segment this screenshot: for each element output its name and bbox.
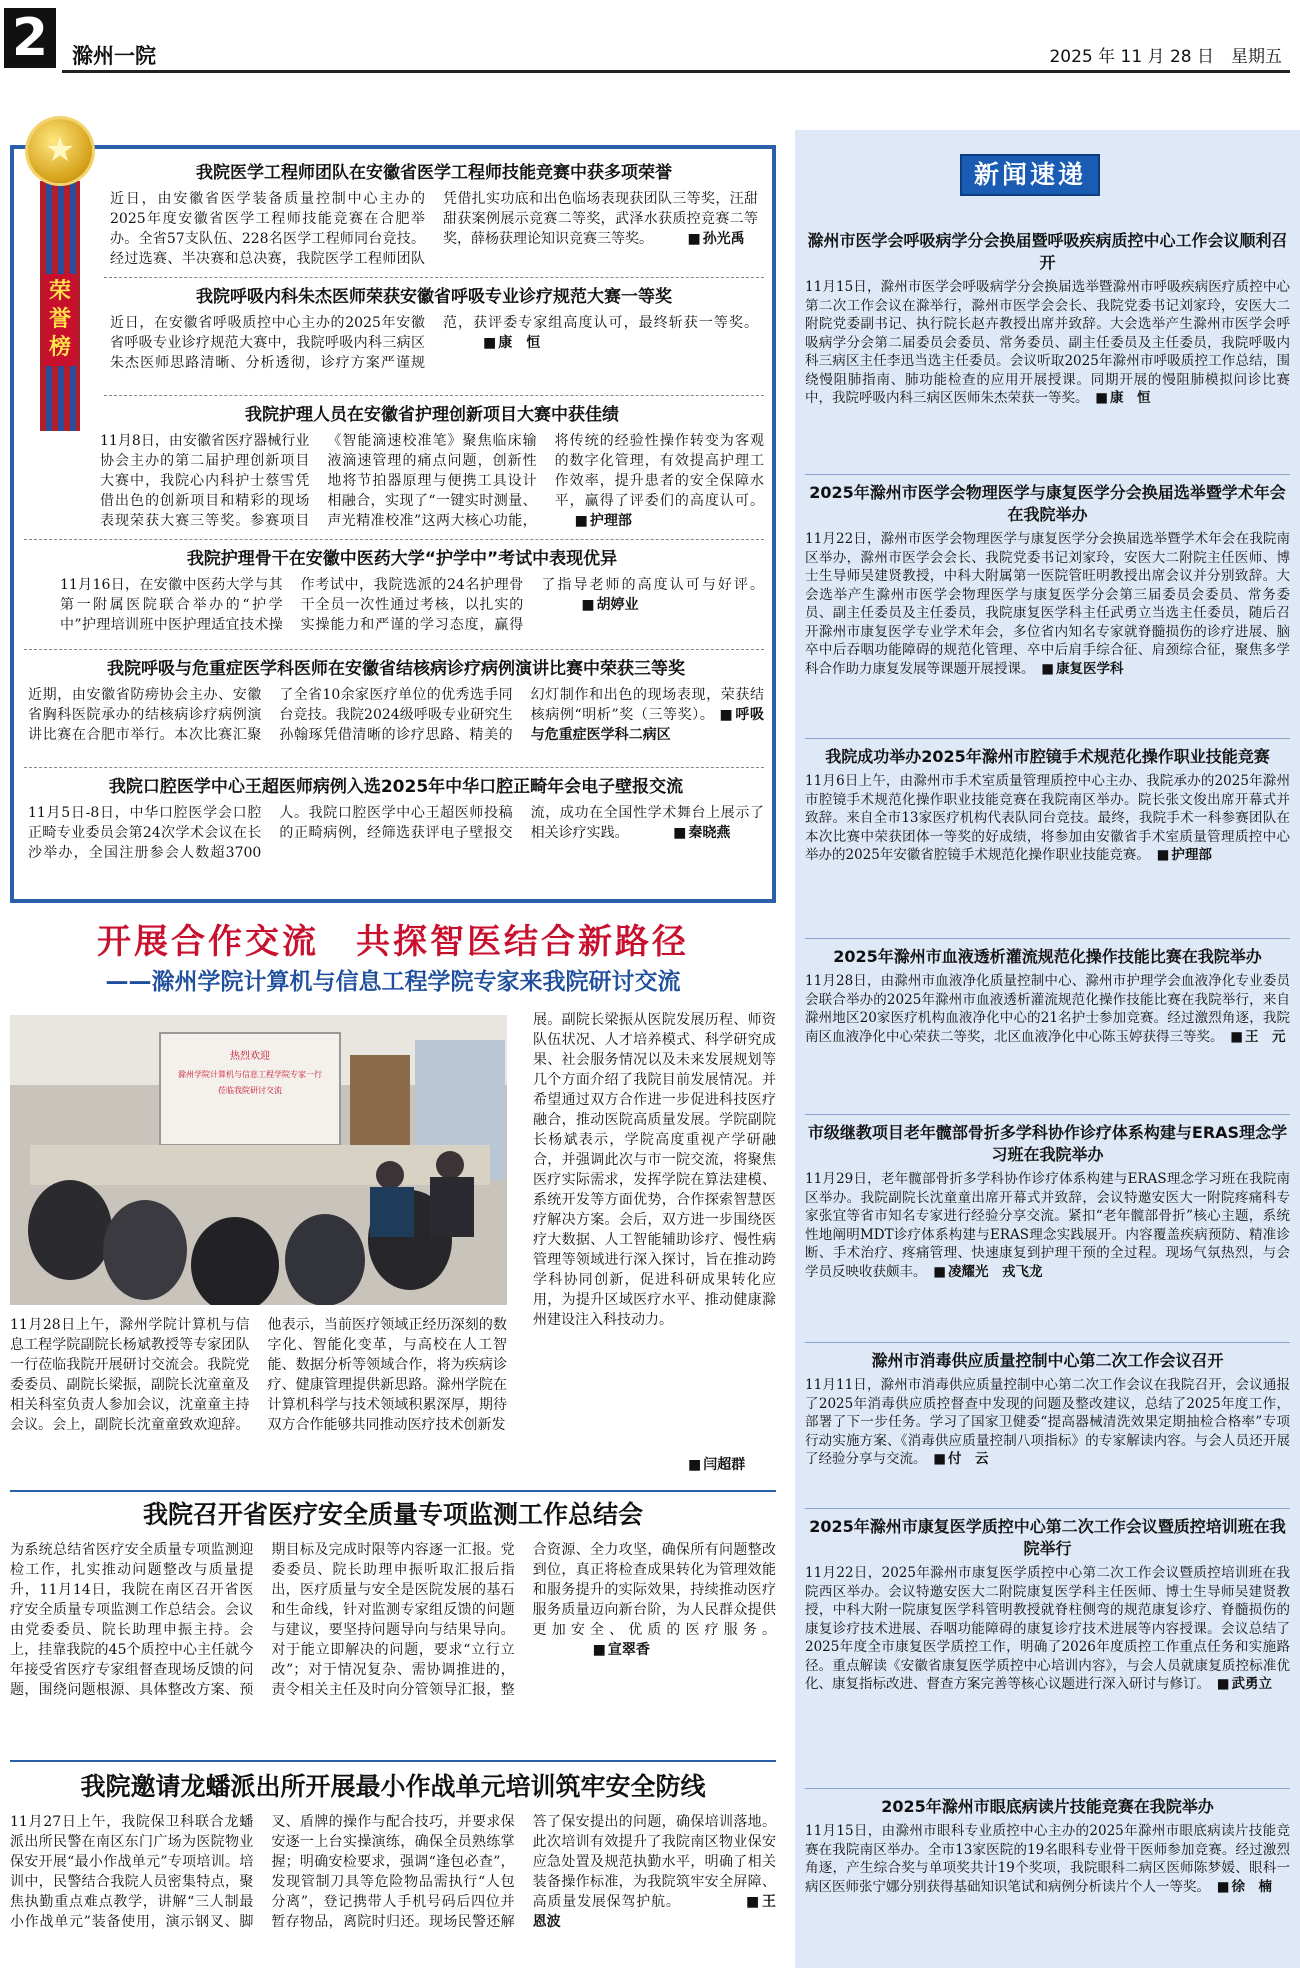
news-item-text — [805, 530, 1290, 678]
honor-divider — [104, 277, 764, 278]
news-divider — [805, 1114, 1290, 1115]
article-body: 11月27日上午，我院保卫科联合龙蟠派出所民警在南区东门广场为医院物业保安开展“最小作战单元”专项培训。培训中，民警结合我院人员密集特点，聚焦执勤重点难点教学，讲解“三人制最小作战单元”装备使用，演示钢叉、脚叉、盾牌的操作与配合技巧，并要求保安逐一上台实操演练，确保全员熟练掌握；明确安检要求，强调“逢包必查”，发现管制刀具等危险物品需执行“人包分离”，登记携带人手机号码后四位并暂存物品，离院时归还。现场民警还解答了保安提出的问题，确保培训落地。此次培训有效提升了我院南区物业保安应急处置及规范执勤水平，明确了相关装备操作标准，为我院筑牢安全屏障、高质量发展保驾护航。 — [10, 1814, 776, 1930]
honor-item-title: 我院呼吸内科朱杰医师荣获安徽省呼吸专业诊疗规范大赛一等奖 — [196, 287, 672, 307]
article-body: 为系统总结省医疗安全质量专项监测迎检工作，扎实推动问题整改与质量提升，11月14日，我院在南区召开省医疗安全质量专项监测工作总结会。会议由党委委员、院长助理申振主持。会上，挂靠我院的45个质控中心主任就今年接受省医疗专家组督查现场反馈的问题，围绕问题根源、具体整改方案、预期目标及完成时限等内容逐一汇报。党委委员、院长助理申振听取汇报后指出，医疗质量与安全是医院发展的基石和生命线，针对监测专家组反馈的问题与建议，要坚持问题导向与结果导向。对于能立即解决的问题，要求“立行立改”；对于情况复杂、需协调推进的，责令相关主任及时向分管领导汇报，整合资源、全力攻坚，确保所有问题整改到位，真正将检查成果转化为管理效能和服务提升的实际效果，持续推动医疗服务质量迈向新台阶，为人民群众提供更加安全、优质的医疗服务。 — [10, 1542, 776, 1698]
news-item — [795, 1350, 1300, 1469]
honor-ribbon — [28, 119, 92, 449]
honor-item-title: 我院护理骨干在安徽中医药大学“护学中”考试中表现优异 — [186, 549, 618, 569]
page-number: 2 — [4, 8, 56, 68]
issue-date — [1049, 42, 1282, 67]
honor-item-body: 近日，在安徽省呼吸质控中心主办的2025年安徽省呼吸专业诊疗规范大赛中，我院呼吸内科三病区朱杰医师思路清晰、分析透彻，诊疗方案严谨规范，获评委专家组高度认可，最终斩获一等奖。 — [110, 315, 758, 371]
honor-item-text — [104, 189, 764, 269]
news-item-title: 市级继教项目老年髋部骨折多学科协作诊疗体系构建与ERAS理念学习班在我院举办 — [807, 1123, 1288, 1164]
article-security-training — [10, 1770, 776, 1932]
feature-side-text: 展。副院长梁振从医院发展历程、师资队伍状况、人才培养模式、科学研究成果、社会服务情况以及未来发展规划等几个方面介绍了我院目前发展情况。并希望通过双方合作进一步促进科技医疗融合，推动医院高质量发展。学院副院长杨斌表示，学院高度重视产学研融合，并强调此次与市一院交流，将聚焦医疗实际需求，发挥学院在算法建模、系统开发等方面优势，合作探索智慧医疗解决方案。会后，双方进一步围绕医疗大数据、人工智能辅助诊疗、慢性病管理等领域进行深入探讨，旨在推动跨学科协同创新，促进科研成果转化应用，为提升区域医疗水平、推动健康滁州建设注入科技动力。 — [533, 1012, 776, 1328]
news-item — [795, 482, 1300, 678]
news-item-title: 2025年滁州市眼底病读片技能竞赛在我院举办 — [881, 1797, 1214, 1816]
feature-article — [10, 920, 776, 1433]
news-item-signature: ■ 康 恒 — [1095, 390, 1150, 406]
news-item-text — [805, 1170, 1290, 1281]
news-header — [795, 130, 1300, 190]
news-item-body: 11月15日，滁州市医学会呼吸病学分会换届选举暨滁州市呼吸疾病医疗质控中心第二次工作会议在滁举行，滁州市医学会会长、我院党委书记刘家玲，安医大二附院党委副书记、执行院长赵卉教授出席并致辞。大会选举产生滁州市医学会呼吸病学分会第二届委员会委员、常务委员、副主任委员及主任委员，我院呼吸内科三病区主任李迅当选主任委员。会议听取2025年滁州市呼吸质控工作总结，围绕慢阻肺指南、肺功能检查的应用开展授课。同期开展的慢阻肺模拟问诊比赛中，我院呼吸内科三病区医师朱杰荣获一等奖。 — [805, 279, 1290, 406]
honor-item — [104, 161, 764, 269]
honor-item-signature: ■ 胡婷业 — [581, 597, 638, 613]
issue-weekday: 星期五 — [1231, 47, 1282, 67]
honor-divider — [24, 767, 764, 768]
honor-board — [10, 130, 776, 903]
news-item-body: 11月6日上午，由滁州市手术室质量管理质控中心主办、我院承办的2025年滁州市腔镜手术规范化操作职业技能竞赛在我院南区举办。院长张文俊出席开幕式并致辞。来自全市13家医疗机构代表队同台竞技。最终，我院手术一科参赛团队在本次比赛中荣获团体一等奖的好成绩，将参加由安徽省手术室质量管理质控中心举办的2025年安徽省腔镜手术规范化操作职业技能竞赛。 — [805, 773, 1290, 863]
star-icon: ★ — [44, 130, 76, 170]
paper-name: 滁州一院 — [72, 44, 156, 68]
news-item-signature: ■ 护理部 — [1157, 847, 1212, 863]
feature-bottom-text: 11月28日上午，滁州学院计算机与信息工程学院副院长杨斌教授等专家团队一行莅临我院开展研讨交流会。我院党委委员、副院长梁振，副院长沈童童及相关科室负责人参加会议，沈童童主持会议。会上，副院长沈童童致欢迎辞。他表示，当前医疗领域正经历深刻的数字化、智能化变革，与高校在人工智能、数据分析等领域合作，将为疾病诊疗、健康管理提供新思路。滁州学院在计算机科学与技术领域积累深厚，期待双方合作能够共同推动医疗技术创新发 — [10, 1317, 507, 1433]
news-item-text — [805, 278, 1290, 408]
feature-subtitle: ——滁州学院计算机与信息工程学院专家来我院研讨交流 — [105, 969, 681, 995]
honor-item-text — [40, 431, 764, 531]
news-item-title: 滁州市医学会呼吸病学分会换届暨呼吸疾病质控中心工作会议顺利召开 — [807, 231, 1288, 272]
news-item-signature: ■ 王 元 — [1230, 1029, 1285, 1045]
news-item-body: 11月22日，滁州市医学会物理医学与康复医学分会换届选举暨学术年会在我院南区举办，滁州市医学会会长、我院党委书记刘家玲，安医大二附院主任医师、博士生导师吴建贤教授，中科大附属第一医院管旺明教授出席会议并分别致辞。大会选举产生滁州市医学会物理医学与康复医学分会第三届委员会委员、常务委员、副主任委员及主任委员，我院康复医学科主任武勇立当选主任委员，随后召开滁州市康复医学专业学术年会，多位省内知名专家就脊髓损伤的诊疗进展、脑卒中后吞咽功能障碍的规范化管理、卒中后肩手综合征、肩颈综合征，聚焦多学科合作助力康复发展等课题开展授课。 — [805, 531, 1290, 677]
news-item-text — [805, 1564, 1290, 1694]
feature-title: 开展合作交流 共探智医结合新路径 — [97, 922, 689, 962]
news-column — [795, 130, 1300, 1968]
meeting-photo-illustration — [10, 1015, 507, 1305]
news-divider — [805, 1788, 1290, 1789]
news-item — [795, 230, 1300, 408]
honor-divider — [24, 649, 764, 650]
news-item-body: 11月29日，老年髋部骨折多学科协作诊疗体系构建与ERAS理念学习班在我院南区举办。我院副院长沈童童出席开幕式并致辞，会议特邀安医大一附院疼痛科专家张宜等省市知名专家进行经验分享交流。紧扣“老年髋部骨折”核心主题，系统性地阐明MDT诊疗体系构建与ERAS理念实践展开。内容覆盖疾病预防、精准诊断、手术治疗、疼痛管理、快速康复到护理干预的全过程。现场气氛热烈，与会学员反映收获颇丰。 — [805, 1171, 1290, 1280]
news-item — [795, 1122, 1300, 1281]
news-item-signature: ■ 付 云 — [933, 1451, 988, 1467]
news-item-body: 11月15日，由滁州市眼科专业质控中心主办的2025年滁州市眼底病读片技能竞赛在我院南区举办。全市13家医院的19名眼科专业骨干医师参加竞赛。经过激烈角逐，产生综合奖与单项奖共计19个奖项，我院眼科二病区医师陈梦媛、眼科一病区医师张宁娜分别获得基础知识笔试和病例分析读片个人一等奖。 — [805, 1823, 1290, 1895]
honor-item — [28, 657, 764, 745]
article-signature: ■ 宣翠香 — [593, 1642, 650, 1658]
honor-item-signature: ■ 孙光禹 — [687, 231, 744, 247]
article-title: 我院召开省医疗安全质量专项监测工作总结会 — [142, 1500, 643, 1529]
honor-item-title: 我院口腔医学中心王超医师病例入选2025年中华口腔正畸年会电子壁报交流 — [108, 777, 684, 797]
news-item — [795, 1516, 1300, 1694]
news-item-title: 2025年滁州市康复医学质控中心第二次工作会议暨质控培训班在我院举行 — [809, 1517, 1286, 1558]
news-item-title: 我院成功举办2025年滁州市腔镜手术规范化操作职业技能竞赛 — [825, 747, 1270, 766]
news-divider — [805, 474, 1290, 475]
news-item-signature: ■ 武勇立 — [1217, 1676, 1272, 1692]
honor-divider — [104, 395, 764, 396]
news-item-text — [805, 972, 1290, 1046]
honor-item — [28, 775, 764, 863]
honor-item-text — [28, 803, 764, 863]
article-signature: ■ 王恩波 — [533, 1894, 776, 1930]
news-item-signature: ■ 康复医学科 — [1041, 661, 1123, 677]
news-item-title: 2025年滁州市血液透析灌流规范化操作技能比赛在我院举办 — [833, 947, 1262, 966]
masthead — [0, 0, 1300, 82]
news-item-text — [805, 1822, 1290, 1896]
news-item-text — [805, 772, 1290, 865]
honor-item — [40, 403, 764, 531]
honor-item-signature: ■ 秦晓燕 — [673, 825, 730, 841]
news-divider — [805, 1508, 1290, 1509]
section-divider — [10, 1490, 776, 1492]
news-item-body: 11月11日，滁州市消毒供应质量控制中心第二次工作会议在我院召开，会议通报了2025年消毒供应质控督查中发现的问题及整改建议，总结了2025年度工作，部署了下一步任务。学习了国家卫健委“提高器械清洗效果定期抽检合格率”专项行动实施方案、《消毒供应质量控制八项指标》的专家解读内容。与会人员还开展了经验分享与交流。 — [805, 1377, 1290, 1467]
honor-item-text — [104, 313, 764, 373]
news-item-text — [805, 1376, 1290, 1469]
honor-item-body: 11月8日，由安徽省医疗器械行业协会主办的第二届护理创新项目大赛中，我院心内科护士蔡雪凭借出色的创新项目和精彩的现场表现荣获大赛三等奖。参赛项目《智能滴速校准笔》聚焦临床输液滴速管理的痛点问题，创新性地将节拍器原理与便携工具设计相融合，实现了“一键实时测量、声光精准校准”这两大核心功能，将传统的经验性操作转变为客观的数字化管理，有效提高护理工作效率，提升患者的安全保障水平，赢得了评委们的高度认可。 — [100, 433, 764, 529]
honor-item-title: 我院护理人员在安徽省护理创新项目大赛中获佳绩 — [245, 405, 619, 425]
honor-item-body: 近期，由安徽省防痨协会主办、安徽省胸科医院承办的结核病诊疗病例演讲比赛在合肥市举行。本次比赛汇聚了全省10余家医疗单位的优秀选手同台竞技。我院2024级呼吸专业研究生孙翰琢凭借清晰的诊疗思路、精美的幻灯制作和出色的现场表现，荣获结核病例“明析”奖（三等奖）。 — [28, 687, 764, 743]
article-text — [10, 1812, 776, 1932]
news-item — [795, 746, 1300, 865]
news-item-title: 滁州市消毒供应质量控制中心第二次工作会议召开 — [871, 1351, 1224, 1370]
meeting-photo — [10, 1015, 507, 1305]
news-item-body: 11月22日，2025年滁州市康复医学质控中心第二次工作会议暨质控培训班在我院西区举办。会议特邀安医大二附院康复医学科主任医师、博士生导师吴建贤教授，中科大附一院康复医学科管明教授就脊柱侧弯的规范康复诊疗、脊髓损伤的康复诊疗技术进展、吞咽功能障碍的康复诊疗技术进展等内容授课。会议总结了2025年度全市康复医学质控工作，明确了2026年度质控工作重点任务和实施路径。重点解读《安徽省康复医学质控中心培训内容》，与会人员就康复质控标准优化、康复指标改进、督查方案完善等核心议题进行深入研讨与修订。 — [805, 1565, 1290, 1692]
news-divider — [805, 738, 1290, 739]
news-item — [795, 946, 1300, 1046]
honor-divider — [24, 539, 764, 540]
news-item-signature: ■ 徐 楠 — [1217, 1879, 1272, 1895]
screen-line-1: 热烈欢迎 — [230, 1051, 270, 1062]
news-item-signature: ■ 凌耀光 戎飞龙 — [933, 1264, 1042, 1280]
article-title: 我院邀请龙蟠派出所开展最小作战单元培训筑牢安全防线 — [80, 1772, 706, 1801]
honor-item — [40, 547, 764, 635]
feature-signature: ■ 闫超群 — [688, 1454, 745, 1474]
section-divider — [10, 1760, 776, 1762]
honor-item-signature: ■ 康 恒 — [483, 335, 540, 351]
news-divider — [805, 1342, 1290, 1343]
screen-line-2: 滁州学院计算机与信息工程学院专家一行 — [178, 1070, 322, 1079]
issue-date-text: 2025 年 11 月 28 日 — [1049, 47, 1214, 67]
masthead-rule — [62, 70, 1290, 73]
news-header-label: 新闻速递 — [960, 154, 1100, 196]
honor-item-text — [40, 575, 764, 635]
news-item-title: 2025年滁州市医学会物理医学与康复医学分会换届选举暨学术年会在我院举办 — [809, 483, 1286, 524]
news-divider — [805, 938, 1290, 939]
honor-item — [104, 285, 764, 373]
honor-item-text — [28, 685, 764, 745]
honor-label: 荣誉榜 — [44, 274, 76, 366]
honor-item-body: 近日，由安徽省医学装备质量控制中心主办的2025年度安徽省医学工程师技能竞赛在合肥举办。全省57支队伍、228名医学工程师同台竞技。经过选赛、半决赛和总决赛，我院医学工程师团队凭借扎实功底和出色临场表现获团队三等奖，汪甜甜获案例展示竞赛二等奖，武泽水获质控竞赛二等奖，薛杨获理论知识竞赛三等奖。 — [110, 191, 758, 267]
honor-item-title: 我院呼吸与危重症医学科医师在安徽省结核病诊疗病例演讲比赛中荣获三等奖 — [107, 659, 685, 679]
article-text — [10, 1540, 776, 1700]
honor-item-body: 11月5日-8日，中华口腔医学会口腔正畸专业委员会第24次学术会议在长沙举办，全国注册参会人数超3700人。我院口腔医学中心王超医师投稿的正畸病例，经筛选获评电子壁报交流，成功在全国性学术舞台上展示了相关诊疗实践。 — [28, 805, 764, 861]
news-item-body: 11月28日，由滁州市血液净化质量控制中心、滁州市护理学会血液净化专业委员会联合举办的2025年滁州市血液透析灌流规范化操作技能比赛在我院举行，来自滁州地区20家医疗机构血液净化中心的21名护士参加竞赛。经过激烈角逐，我院南区血液净化中心荣获二等奖，北区血液净化中心陈玉婷获得三等奖。 — [805, 973, 1290, 1045]
news-item — [795, 1796, 1300, 1896]
feature-bottom — [10, 1315, 776, 1435]
article-quality-meeting — [10, 1498, 776, 1700]
honor-item-signature: ■ 护理部 — [575, 513, 632, 529]
honor-item-body: 11月16日，在安徽中医药大学与其第一附属医院联合举办的“护学中”护理培训班中医护理适宜技术操作考试中，我院选派的24名护理骨干全员一次性通过考核，以扎实的实操能力和严谨的学习态度，赢得了指导老师的高度认可与好评。 — [60, 577, 764, 633]
screen-line-3: 莅临我院研讨交流 — [218, 1086, 282, 1095]
honor-item-title: 我院医学工程师团队在安徽省医学工程师技能竞赛中获多项荣誉 — [196, 163, 672, 183]
honor-item-signature: ■ 呼吸与危重症医学科二病区 — [531, 707, 764, 743]
